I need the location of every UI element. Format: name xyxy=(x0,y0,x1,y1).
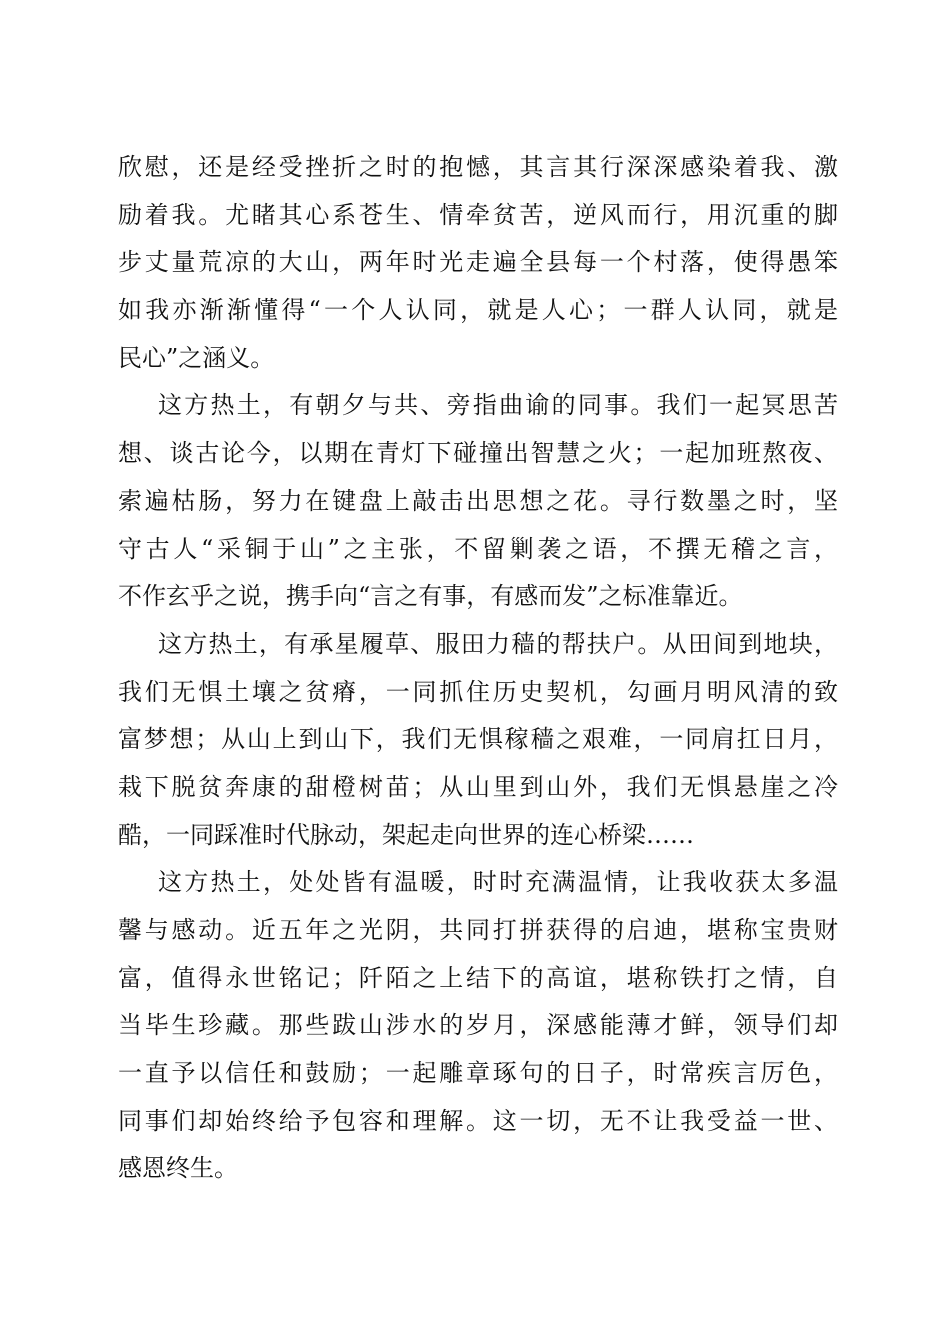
text-line: 栽下脱贫奔康的甜橙树苗；从山里到山外，我们无惧悬崖之冷 xyxy=(118,772,838,801)
text-line: 富梦想；从山上到山下，我们无惧稼穑之艰难，一同肩扛日月， xyxy=(118,725,838,754)
text-line: 富，值得永世铭记；阡陌之上结下的高谊，堪称铁打之情，自 xyxy=(118,963,838,992)
text-line: 一直予以信任和鼓励；一起雕章琢句的日子，时常疾言厉色， xyxy=(118,1059,838,1088)
text-line: 励着我。尤睹其心系苍生、情牵贫苦，逆风而行，用沉重的脚 xyxy=(118,200,838,229)
text-line: 感恩终生。 xyxy=(118,1154,238,1183)
text-line: 同事们却始终给予包容和理解。这一切，无不让我受益一世、 xyxy=(118,1106,838,1135)
text-line: 这方热土，有承星履草、服田力穑的帮扶户。从田间到地块， xyxy=(158,629,838,658)
text-line: 当毕生珍藏。那些跋山涉水的岁月，深感能薄才鲜，领导们却 xyxy=(118,1011,838,1040)
text-line: 想、谈古论今，以期在青灯下碰撞出智慧之火；一起加班熬夜、 xyxy=(118,439,838,468)
text-line: 不作玄乎之说，携手向“言之有事，有感而发”之标准靠近。 xyxy=(118,582,743,611)
text-line: 守古人“采铜于山”之主张，不留剿袭之语，不撰无稽之言， xyxy=(118,534,838,563)
text-line: 欣慰，还是经受挫折之时的抱憾，其言其行深深感染着我、激 xyxy=(118,153,838,181)
text-line: 这方热土，处处皆有温暖，时时充满温情，让我收获太多温 xyxy=(158,868,838,897)
text-line: 馨与感动。近五年之光阴，共同打拼获得的启迪，堪称宝贵财 xyxy=(118,916,838,944)
text-line: 酷，一同踩准时代脉动，架起走向世界的连心桥梁…… xyxy=(118,820,694,849)
body-text xyxy=(118,144,838,1193)
text-line: 民心”之涵义。 xyxy=(118,343,275,372)
text-line: 我们无惧土壤之贫瘠，一同抓住历史契机，勾画月明风清的致 xyxy=(118,677,838,706)
text-line: 索遍枯肠，努力在键盘上敲击出思想之花。寻行数墨之时，坚 xyxy=(118,486,838,515)
text-line: 步丈量荒凉的大山，两年时光走遍全县每一个村落，使得愚笨 xyxy=(118,248,838,277)
text-line: 如我亦渐渐懂得“一个人认同，就是人心；一群人认同，就是 xyxy=(118,296,838,325)
text-line: 这方热土，有朝夕与共、旁指曲谕的同事。我们一起冥思苦 xyxy=(158,391,838,420)
